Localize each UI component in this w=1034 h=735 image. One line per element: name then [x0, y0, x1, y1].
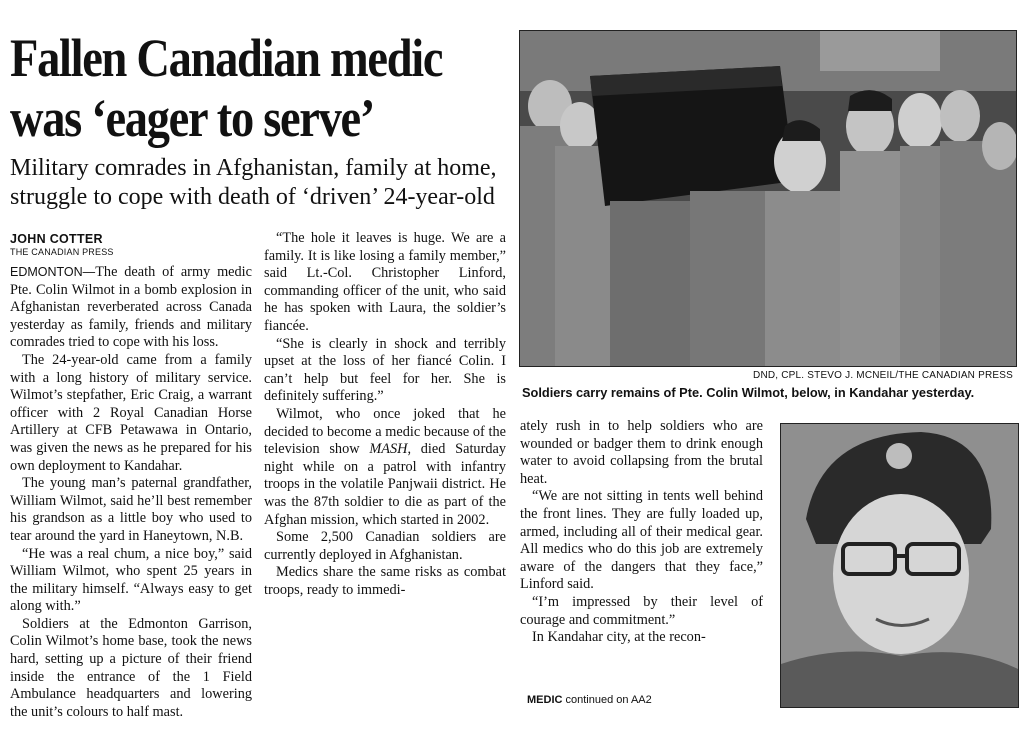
article-paragraph: The young man’s paternal grandfather, William Wilmot, said he’ll best remember his grandson as a little boy who used to tear around the yard in Haneytown, N.B.: [10, 475, 252, 544]
article-paragraph: “The hole it leaves is huge. We are a family. It is like losing a family member,” said Lt.-Col. Christopher Linford, commanding officer of the unit, who said he has spoken with Laura, the soldier’s fiancée.: [264, 230, 506, 334]
article-paragraph: Soldiers at the Edmonton Garrison, Colin Wilmot’s home base, took the news hard, setting up a picture of their friend inside the entrance of the 1 Field Ambulance headquarters and lowering the unit’s colours to half mast.: [10, 615, 252, 720]
funeral-procession-illustration: [520, 31, 1016, 366]
article-paragraph: [264, 406, 506, 529]
dateline: EDMONTON—: [10, 265, 96, 279]
article-column-1: [10, 264, 252, 721]
byline: [10, 232, 255, 257]
byline-author: JOHN COTTER: [10, 232, 103, 246]
article-paragraph: “I’m impressed by their level of courage and commitment.”: [520, 593, 763, 628]
headline-line-2: was ‘eager to serve’: [10, 88, 375, 148]
article-paragraph: “She is clearly in shock and terribly upset at the loss of her fiancé Colin. I can’t help but feel for her. She is definitely suffering.”: [264, 335, 506, 405]
headline-line-1: Fallen Canadian medic: [10, 28, 443, 88]
article-paragraph: Some 2,500 Canadian soldiers are currently deployed in Afghanistan.: [264, 529, 506, 563]
article-paragraph: The 24-year-old came from a family with a long history of military service. Wilmot’s stepfather, Eric Craig, a warrant officer with 2 Royal Canadian Horse Artillery at CFB Petawawa in Ontario, was given the news as he prepared for his own deployment to Kandahar.: [10, 351, 252, 474]
paragraph-text: Wilmot, who once joked that he decided to become a medic because of the television show: [264, 405, 506, 458]
paragraph-text: The death of army medic Pte. Colin Wilmot in a bomb explosion in Afghanistan reverberated across Canada yesterday as family, friends and military comrades tried to cope with his loss.: [10, 264, 252, 351]
byline-organization: THE CANADIAN PRESS: [10, 247, 114, 257]
article-paragraph: ately rush in to help soldiers who are wounded or badger them to drink enough water to avoid collapsing from the brutal heat.: [520, 418, 763, 487]
paragraph-text: , died Saturday night while on a patrol with infantry troops in the volatile Panjwaii district. He was the 87th soldier to die as part of the Afghan mission, which started in 2002.: [264, 441, 506, 528]
subheadline-line-1: Military comrades in Afghanistan, family at home,: [10, 155, 497, 181]
article-paragraph: In Kandahar city, at the recon-: [532, 629, 706, 646]
article-paragraph: “We are not sitting in tents well behind the front lines. They are fully loaded up, armed, including all of their medical gear. All medics who do this job are extremely aware of the dangers that they face,” Linford said.: [520, 488, 763, 593]
subheadline-line-2: struggle to cope with death of ‘driven’ 24-year-old: [10, 184, 495, 210]
article-paragraph: Medics share the same risks as combat troops, ready to immedi-: [264, 564, 506, 598]
soldier-portrait-illustration: [781, 424, 1018, 707]
article-paragraph: “He was a real chum, a nice boy,” said William Wilmot, who spent 25 years in the military himself. “Always easy to get along with.”: [10, 545, 252, 615]
continuation-keyword: MEDIC: [527, 694, 563, 706]
subheadline: [10, 154, 515, 212]
funeral-procession-photo: [519, 30, 1017, 367]
article-column-2: [264, 230, 506, 599]
photo-credit: DND, CPL. STEVO J. MCNEIL/THE CANADIAN PRESS: [753, 370, 1013, 381]
continuation-text: continued on AA2: [562, 694, 652, 706]
article-paragraph: [10, 264, 252, 352]
article-column-3: [520, 418, 763, 647]
tv-show-title: MASH: [369, 441, 408, 458]
headline: [10, 28, 443, 148]
photo-caption: Soldiers carry remains of Pte. Colin Wilmot, below, in Kandahar yesterday.: [522, 385, 975, 400]
continuation-note: [527, 694, 652, 706]
portrait-photo: [780, 423, 1019, 708]
